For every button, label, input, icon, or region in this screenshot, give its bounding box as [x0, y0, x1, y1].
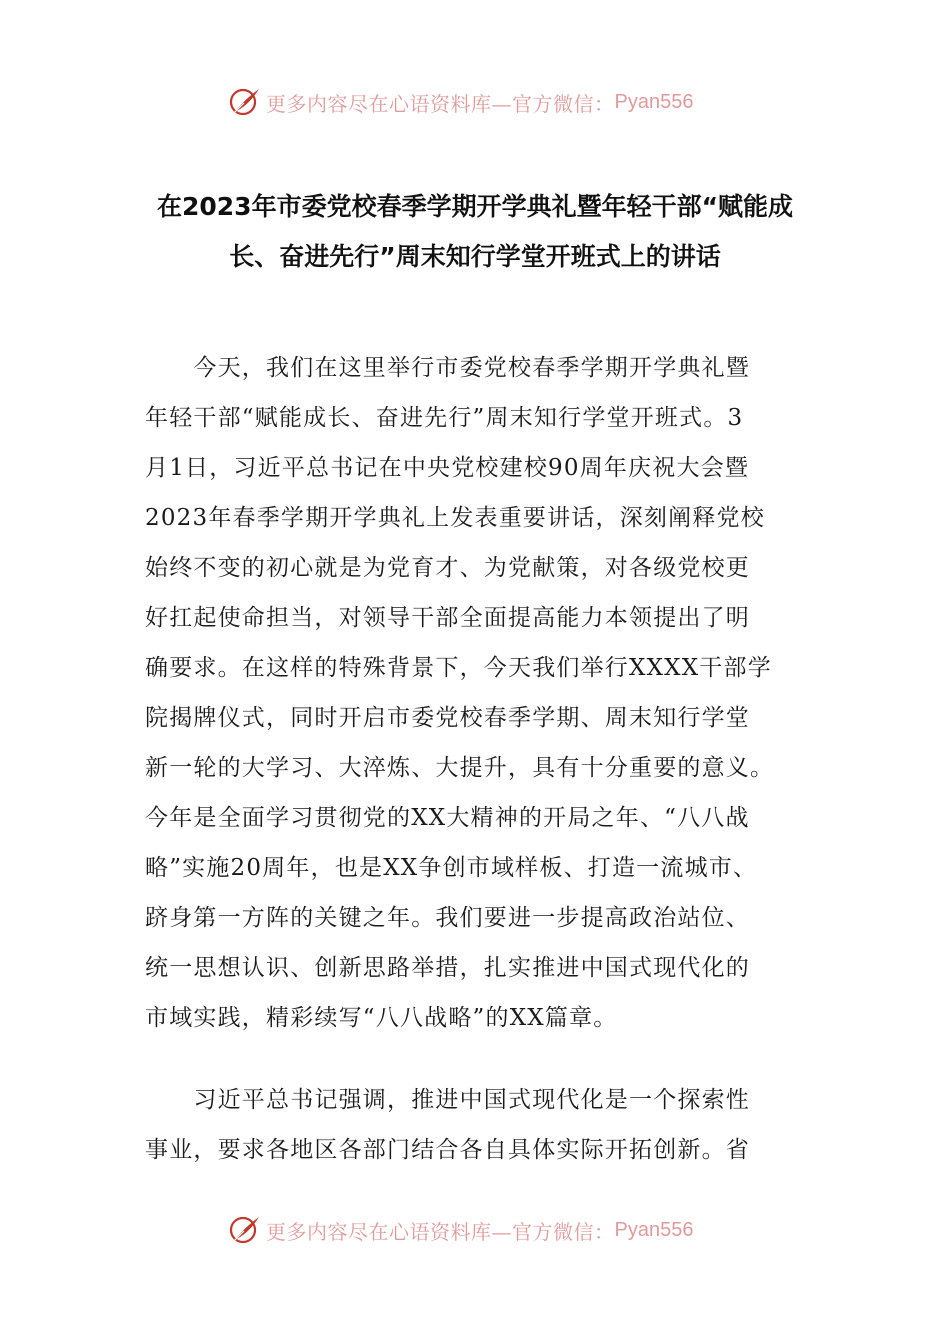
- text-line: 跻身第一方阵的关键之年。我们要进一步提高政治站位、: [145, 905, 750, 931]
- text-line: 确要求。在这样的特殊背景下，今天我们举行XXXX干部学: [145, 655, 772, 681]
- title-line: 在2023年市委党校春季学期开学典礼暨年轻干部“赋能成: [156, 192, 793, 221]
- text-line: 年轻干部“赋能成长、奋进先行”周末知行学堂开班式。3: [145, 405, 744, 431]
- title-line: 长、奋进先行”周末知行学堂开班式上的讲话: [229, 242, 721, 271]
- text-line: 新一轮的大学习、大淬炼、大提升，具有十分重要的意义。: [145, 755, 775, 781]
- watermark-text: 更多内容尽在心语资料库—官方微信：: [266, 1219, 615, 1244]
- quill-logo-icon: [228, 85, 262, 119]
- text-line: 院揭牌仪式，同时开启市委党校春季学期、周末知行学堂: [145, 705, 750, 731]
- quill-logo-icon: [228, 1213, 262, 1247]
- document-title: [130, 182, 820, 282]
- paragraph-2: [145, 1075, 805, 1175]
- watermark-header: [228, 82, 693, 122]
- text-line: 习近平总书记强调，推进中国式现代化是一个探索性: [145, 1087, 750, 1113]
- watermark-text: 更多内容尽在心语资料库—官方微信：: [266, 91, 615, 116]
- text-line: 略”实施20周年，也是XX争创市域样板、打造一流城市、: [145, 855, 758, 881]
- text-line: 今天，我们在这里举行市委党校春季学期开学典礼暨: [145, 355, 750, 381]
- paragraph-1: [145, 343, 805, 1043]
- text-line: 好扛起使命担当，对领导干部全面提高能力本领提出了明: [145, 605, 750, 631]
- text-line: 市域实践，精彩续写“八八战略”的XX篇章。: [145, 1005, 618, 1031]
- watermark-wechat-id: Pyan556: [614, 1218, 694, 1241]
- watermark-footer: [228, 1210, 693, 1250]
- text-line: 月1日，习近平总书记在中央党校建校90周年庆祝大会暨: [145, 455, 750, 481]
- text-line: 始终不变的初心就是为党育才、为党献策，对各级党校更: [145, 555, 750, 581]
- text-line: 统一思想认识、创新思路举措，扎实推进中国式现代化的: [145, 955, 750, 981]
- watermark-wechat-id: Pyan556: [614, 90, 694, 113]
- text-line: 2023年春季学期开学典礼上发表重要讲话，深刻阐释党校: [145, 505, 765, 531]
- text-line: 今年是全面学习贯彻党的XX大精神的开局之年、“八八战: [145, 805, 750, 831]
- text-line: 事业，要求各地区各部门结合各自具体实际开拓创新。省: [145, 1137, 750, 1163]
